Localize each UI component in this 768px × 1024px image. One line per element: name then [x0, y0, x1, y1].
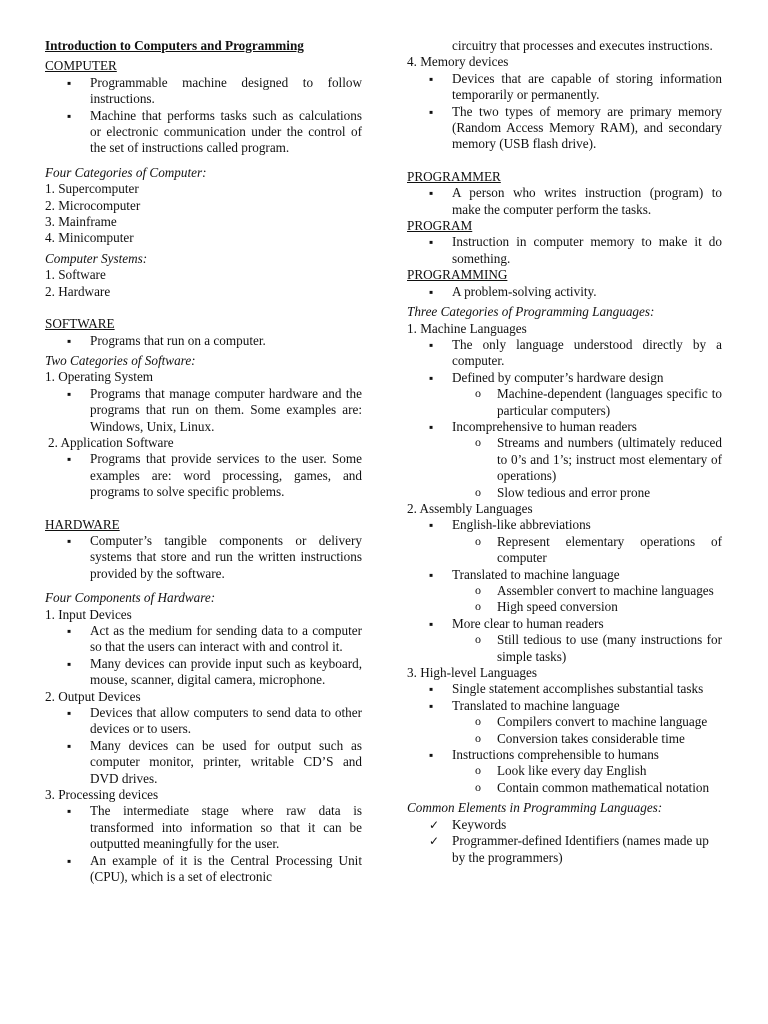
sub-list-item: o High speed conversion: [407, 599, 722, 615]
software-heading: SOFTWARE: [45, 316, 115, 332]
list-item: ▪ English-like abbreviations: [407, 517, 722, 533]
sub-list-item: o Assembler convert to machine languages: [407, 583, 722, 599]
programmer-list: [407, 185, 722, 218]
computer-list: [45, 75, 362, 157]
list-item: ▪ Programs that run on a computer.: [45, 333, 362, 349]
input-list: [45, 623, 362, 689]
sub-list-item: o Contain common mathematical notation: [407, 780, 722, 796]
machine-languages-label: 1. Machine Languages: [407, 320, 527, 336]
list-item: ▪ The two types of memory are primary memory (Random Access Memory RAM), and secondary memory (USB flash drive).: [407, 104, 722, 153]
sub-list-item: o Still tedious to use (many instructions for simple tasks): [407, 632, 722, 665]
program-heading: PROGRAM: [407, 218, 473, 234]
list-item: ▪ Translated to machine language: [407, 567, 722, 583]
list-item: ▪ Machine that performs tasks such as calculations or electronic communication under the control of the set of instructions called program.: [45, 108, 362, 157]
cpu-continuation: circuitry that processes and executes instructions.: [452, 38, 713, 53]
high-level-list: [407, 681, 722, 796]
document-title: Introduction to Computers and Programming: [45, 38, 304, 53]
os-label: 1. Operating System: [45, 369, 154, 385]
list-item: ▪ Many devices can be used for output such as computer monitor, printer, writable CD’S and DVD drives.: [45, 738, 362, 787]
list-item: ▪ Many devices can provide input such as keyboard, mouse, scanner, digital camera, microphone.: [45, 656, 362, 689]
common-elements-title: Common Elements in Programming Languages:: [407, 800, 663, 816]
categories-of-software-title: Two Categories of Software:: [45, 352, 196, 368]
programming-list: [407, 284, 722, 300]
list-item: ▪ Programmable machine designed to follow instructions.: [45, 75, 362, 108]
list-item: 3. Mainframe: [45, 214, 117, 230]
list-item: ▪ Instructions comprehensible to humans: [407, 747, 722, 763]
list-item: ▪ The only language understood directly by a computer.: [407, 337, 722, 370]
components-of-hardware-title: Four Components of Hardware:: [45, 590, 216, 606]
list-item: ▪ Programs that manage computer hardware and the programs that run on them. Some examples are: Windows, Unix, Linux.: [45, 386, 362, 435]
app-label: 2. Application Software: [48, 434, 174, 450]
program-list: [407, 234, 722, 267]
computer-heading: COMPUTER: [45, 58, 117, 74]
list-item: ▪ Defined by computer’s hardware design: [407, 370, 722, 386]
hardware-heading: HARDWARE: [45, 516, 120, 532]
list-item: ▪ Devices that allow computers to send data to other devices or to users.: [45, 705, 362, 738]
list-item: ▪ A problem-solving activity.: [407, 284, 722, 300]
list-item: 4. Minicomputer: [45, 230, 134, 246]
sub-list-item: o Streams and numbers (ultimately reduced to 0’s and 1’s; instruct most elementary of operations): [407, 435, 722, 484]
list-item: ▪ A person who writes instruction (program) to make the computer perform the tasks.: [407, 185, 722, 218]
processing-devices-label: 3. Processing devices: [45, 787, 159, 803]
list-item: ▪ More clear to human readers: [407, 616, 722, 632]
list-item: 1. Software: [45, 267, 106, 283]
high-level-languages-label: 3. High-level Languages: [407, 665, 538, 681]
sub-list-item: o Machine-dependent (languages specific to particular computers): [407, 386, 722, 419]
list-item: 2. Hardware: [45, 283, 111, 299]
assembly-languages-label: 2. Assembly Languages: [407, 500, 533, 516]
memory-list: [407, 71, 722, 153]
programmer-heading: PROGRAMMER: [407, 168, 501, 184]
left-column: [45, 38, 362, 886]
list-item: ▪ Programs that provide services to the user. Some examples are: word processing, games, and programs to solve specific problems.: [45, 451, 362, 500]
sub-list-item: o Compilers convert to machine language: [407, 714, 722, 730]
programming-languages-title: Three Categories of Programming Languages:: [407, 304, 655, 320]
list-item: ▪ An example of it is the Central Processing Unit (CPU), which is a set of electronic: [45, 853, 362, 886]
checklist-item: ✓ Programmer-defined Identifiers (names made up by the programmers): [407, 833, 722, 866]
sub-list-item: o Look like every day English: [407, 763, 722, 779]
list-item: 1. Supercomputer: [45, 181, 139, 197]
input-devices-label: 1. Input Devices: [45, 606, 132, 622]
processing-list: [45, 803, 362, 885]
assembly-list: [407, 517, 722, 665]
output-devices-label: 2. Output Devices: [45, 688, 141, 704]
software-list: [45, 333, 362, 349]
categories-of-computer-title: Four Categories of Computer:: [45, 164, 207, 180]
common-elements-list: [407, 817, 722, 866]
list-item: ▪ Devices that are capable of storing information temporarily or permanently.: [407, 71, 722, 104]
os-list: [45, 386, 362, 435]
list-item: ▪ Single statement accomplishes substantial tasks: [407, 681, 722, 697]
app-list: [45, 451, 362, 500]
list-item: ▪ The intermediate stage where raw data is transformed into information so that it can be outputted meaningfully for the user.: [45, 803, 362, 852]
machine-list: [407, 337, 722, 501]
sub-list-item: o Slow tedious and error prone: [407, 485, 722, 501]
list-item: ▪ Incomprehensive to human readers: [407, 419, 722, 435]
list-item: ▪ Instruction in computer memory to make it do something.: [407, 234, 722, 267]
right-column: [407, 38, 722, 866]
list-item: ▪ Translated to machine language: [407, 698, 722, 714]
output-list: [45, 705, 362, 787]
list-item: ▪ Act as the medium for sending data to a computer so that the users can interact with and control it.: [45, 623, 362, 656]
computer-systems-title: Computer Systems:: [45, 250, 148, 266]
sub-list-item: o Conversion takes considerable time: [407, 731, 722, 747]
programming-heading: PROGRAMMING: [407, 267, 508, 283]
list-item: ▪ Computer’s tangible components or delivery systems that store and run the written instructions provided by the software.: [45, 533, 362, 582]
checklist-item: ✓ Keywords: [407, 817, 722, 833]
sub-list-item: o Represent elementary operations of computer: [407, 534, 722, 567]
list-item: 2. Microcomputer: [45, 197, 141, 213]
hardware-list: [45, 533, 362, 582]
memory-devices-label: 4. Memory devices: [407, 54, 509, 70]
